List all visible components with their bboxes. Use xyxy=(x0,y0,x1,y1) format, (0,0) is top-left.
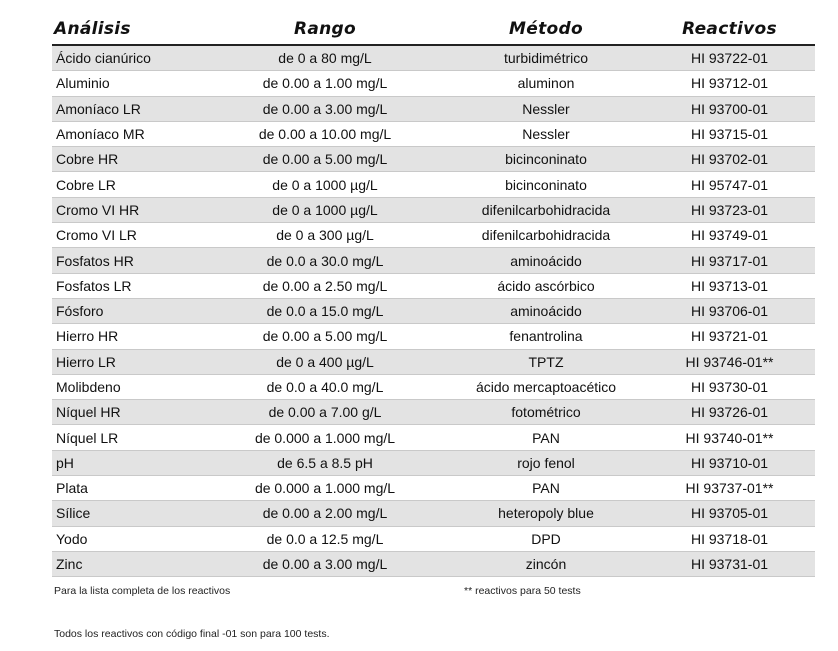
cell-reactivos: HI 93715-01 xyxy=(690,126,769,143)
cell-analisis: Plata xyxy=(56,480,88,497)
cell-reactivos: HI 93722-01 xyxy=(690,50,769,67)
cell-metodo: ácido ascórbico xyxy=(497,277,595,294)
cell-metodo: bicinconinato xyxy=(505,176,587,193)
cell-analisis: Aluminio xyxy=(56,75,110,92)
cell-analisis: Cromo VI HR xyxy=(56,201,140,218)
table-header xyxy=(52,14,815,46)
table-row xyxy=(52,147,815,172)
cell-metodo: zincón xyxy=(525,556,567,573)
cell-analisis: Hierro LR xyxy=(56,353,116,370)
cell-reactivos: HI 93710-01 xyxy=(690,454,769,471)
cell-metodo: aluminon xyxy=(517,75,575,92)
cell-analisis: Molibdeno xyxy=(56,379,121,395)
table-row xyxy=(52,350,815,375)
cell-metodo: PAN xyxy=(532,480,560,497)
cell-rango: de 0.00 a 5.00 mg/L xyxy=(262,151,388,168)
table-row xyxy=(52,400,815,425)
cell-reactivos: HI 93721-01 xyxy=(690,328,769,345)
table-row xyxy=(52,274,815,299)
cell-rango: de 0 a 400 µg/L xyxy=(276,353,374,370)
note-lista-completa: Para la lista completa de los reactivos xyxy=(54,585,231,597)
cell-analisis: Amoníaco LR xyxy=(56,100,141,117)
table-row xyxy=(52,97,815,122)
cell-rango: de 0.00 a 3.00 mg/L xyxy=(262,556,388,573)
cell-reactivos: HI 93718-01 xyxy=(690,530,769,547)
cell-metodo: bicinconinato xyxy=(505,151,587,168)
cell-rango: de 0.00 a 3.00 mg/L xyxy=(262,100,388,117)
cell-analisis: Zinc xyxy=(56,556,83,573)
cell-rango: de 0.0 a 30.0 mg/L xyxy=(266,252,384,269)
table-row xyxy=(52,248,815,273)
cell-reactivos: HI 93705-01 xyxy=(690,505,769,522)
cell-rango: de 0.00 a 2.00 mg/L xyxy=(262,505,388,522)
table-row xyxy=(52,46,815,71)
cell-analisis: Níquel HR xyxy=(56,404,121,421)
cell-reactivos: HI 93723-01 xyxy=(690,201,769,218)
cell-metodo: rojo fenol xyxy=(517,454,575,471)
cell-rango: de 0.0 a 40.0 mg/L xyxy=(266,379,384,395)
cell-rango: de 0.0 a 15.0 mg/L xyxy=(266,303,384,320)
table-row xyxy=(52,425,815,450)
cell-reactivos: HI 93726-01 xyxy=(690,404,769,421)
table-row xyxy=(52,223,815,248)
cell-analisis: Yodo xyxy=(56,530,88,547)
table-row xyxy=(52,501,815,526)
cell-metodo: fotométrico xyxy=(511,404,581,421)
header-reactivos: Reactivos xyxy=(682,19,777,39)
table-row xyxy=(52,375,815,400)
cell-rango: de 0 a 300 µg/L xyxy=(276,227,374,244)
cell-analisis: Fosfatos LR xyxy=(56,277,132,294)
cell-metodo: fenantrolina xyxy=(509,328,583,345)
table-body xyxy=(52,46,815,577)
cell-reactivos: HI 93713-01 xyxy=(690,277,769,294)
note-50-tests: ** reactivos para 50 tests xyxy=(464,585,581,597)
reagents-table xyxy=(52,14,815,577)
cell-analisis: Níquel LR xyxy=(56,429,119,446)
cell-reactivos: HI 93740-01** xyxy=(685,429,774,446)
cell-reactivos: HI 93746-01** xyxy=(685,353,774,370)
header-analisis: Análisis xyxy=(54,19,131,39)
cell-reactivos: HI 95747-01 xyxy=(690,176,769,193)
table-row xyxy=(52,476,815,501)
cell-analisis: Fósforo xyxy=(56,303,104,320)
cell-rango: de 6.5 a 8.5 pH xyxy=(277,454,373,471)
cell-analisis: Ácido cianúrico xyxy=(56,50,151,67)
cell-reactivos: HI 93730-01 xyxy=(690,379,769,395)
cell-analisis: Fosfatos HR xyxy=(56,252,134,269)
header-rango: Rango xyxy=(293,19,356,39)
cell-analisis: Sílice xyxy=(56,505,91,522)
cell-rango: de 0.000 a 1.000 mg/L xyxy=(254,429,396,446)
cell-reactivos: HI 93717-01 xyxy=(690,252,769,269)
table-row xyxy=(52,71,815,96)
table-row xyxy=(52,527,815,552)
cell-analisis: Cobre HR xyxy=(56,151,119,168)
cell-reactivos: HI 93737-01** xyxy=(685,480,774,497)
cell-analisis: Cromo VI LR xyxy=(56,227,137,244)
cell-metodo: ácido mercaptoacético xyxy=(475,379,617,395)
cell-rango: de 0.00 a 10.00 mg/L xyxy=(258,126,392,143)
cell-rango: de 0.00 a 7.00 g/L xyxy=(268,404,382,421)
cell-rango: de 0 a 1000 µg/L xyxy=(272,176,378,193)
cell-metodo: aminoácido xyxy=(510,252,582,269)
cell-analisis: pH xyxy=(56,454,74,471)
table-row xyxy=(52,172,815,197)
cell-rango: de 0 a 1000 µg/L xyxy=(272,201,378,218)
cell-reactivos: HI 93712-01 xyxy=(690,75,769,92)
cell-analisis: Hierro HR xyxy=(56,328,119,345)
cell-metodo: difenilcarbohidracida xyxy=(481,201,611,218)
cell-metodo: heteropoly blue xyxy=(498,505,594,522)
table-row xyxy=(52,198,815,223)
cell-analisis: Cobre LR xyxy=(56,176,116,193)
cell-rango: de 0.00 a 5.00 mg/L xyxy=(262,328,388,345)
header-metodo: Método xyxy=(509,19,583,39)
table-row xyxy=(52,299,815,324)
cell-rango: de 0.00 a 1.00 mg/L xyxy=(262,75,388,92)
cell-metodo: difenilcarbohidracida xyxy=(481,227,611,244)
cell-reactivos: HI 93706-01 xyxy=(690,303,769,320)
cell-metodo: PAN xyxy=(532,429,560,446)
cell-metodo: DPD xyxy=(531,530,561,547)
cell-reactivos: HI 93700-01 xyxy=(690,100,769,117)
cell-reactivos: HI 93702-01 xyxy=(690,151,769,168)
cell-metodo: Nessler xyxy=(522,100,570,117)
cell-rango: de 0 a 80 mg/L xyxy=(278,50,372,67)
cell-metodo: aminoácido xyxy=(510,303,582,320)
cell-rango: de 0.0 a 12.5 mg/L xyxy=(266,530,384,547)
cell-metodo: Nessler xyxy=(522,126,570,143)
cell-reactivos: HI 93749-01 xyxy=(690,227,769,244)
table-row xyxy=(52,451,815,476)
table-row xyxy=(52,122,815,147)
table-row xyxy=(52,552,815,577)
cell-metodo: TPTZ xyxy=(528,353,564,370)
cell-rango: de 0.000 a 1.000 mg/L xyxy=(254,480,396,497)
note-100-tests: Todos los reactivos con código final -01 son para 100 tests. xyxy=(54,628,330,640)
table-row xyxy=(52,324,815,349)
cell-reactivos: HI 93731-01 xyxy=(690,556,769,573)
cell-rango: de 0.00 a 2.50 mg/L xyxy=(262,277,388,294)
cell-analisis: Amoníaco MR xyxy=(56,126,145,143)
cell-metodo: turbidimétrico xyxy=(503,50,589,67)
